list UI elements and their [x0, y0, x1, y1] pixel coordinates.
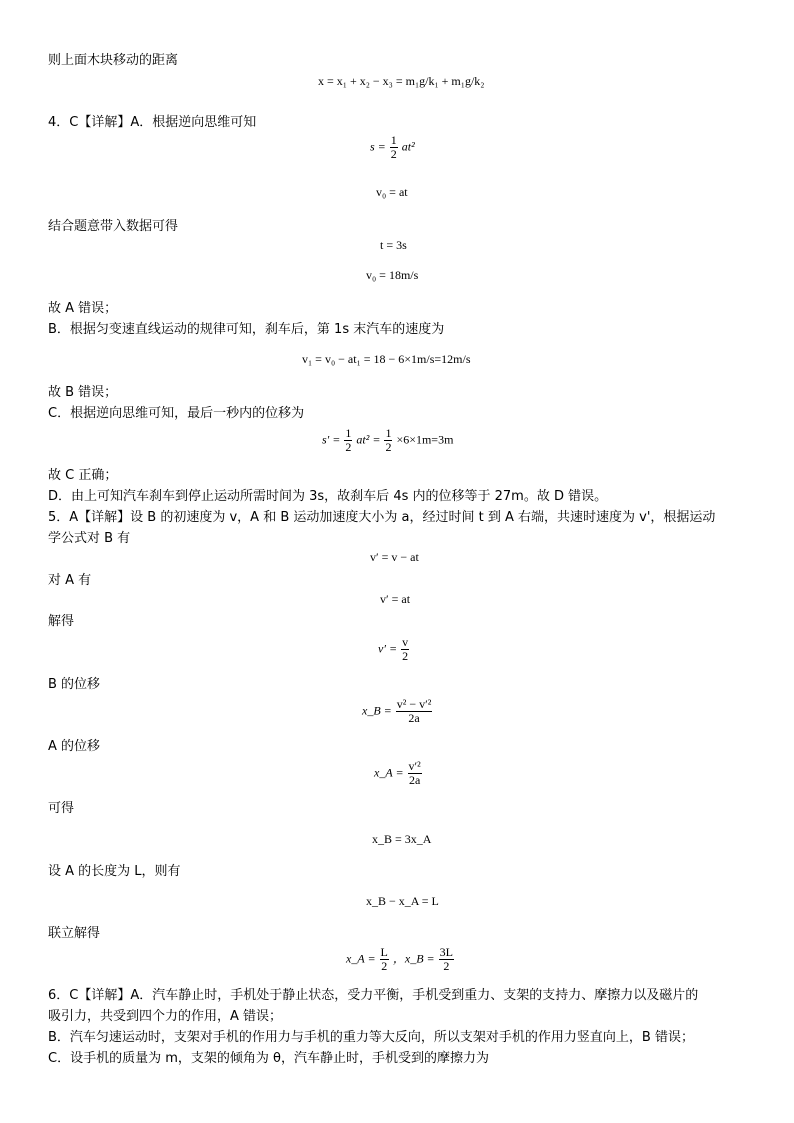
equation-vprime-A: v′ = at — [380, 592, 411, 606]
text-line: 故 C 正确； — [48, 468, 118, 483]
text-line: D．由上可知汽车刹车到停止运动所需时间为 3s，故刹车后 4s 内的位移等于 27m。故 D 错误。 — [48, 489, 608, 504]
equation-xA: x_A = $\frac{\text{v′²}}{2a}$ — [374, 759, 421, 787]
equation-vprime-result: v′ = $\frac{v}{2}$ — [378, 635, 409, 663]
equation-v0: v₀ = at — [376, 185, 408, 199]
text-line: B．汽车匀速运动时，支架对手机的作用力与手机的重力等大反向，所以支架对手机的作用力竖直向上，B 错误； — [48, 1030, 694, 1045]
text-line: 故 B 错误； — [48, 385, 118, 400]
text-line: 联立解得 — [48, 926, 101, 941]
text-line: 故 A 错误； — [48, 301, 118, 316]
eq-lhs: s = — [370, 139, 386, 154]
text-line: 设 A 的长度为 L，则有 — [48, 864, 181, 879]
question-6-heading: 6．C【详解】A．汽车静止时，手机处于静止状态，受力平衡，手机受到重力、支架的支持力、摩擦力以及磁片的 — [48, 988, 699, 1003]
equation-s-prime: s′ = $\frac{1}{2}$ at² = $\frac{1}{2}$ ×6×1m=3m — [322, 426, 454, 454]
equation-xB: x_B = $\frac{\text{v² − v′²}}{2a}$ — [362, 697, 432, 725]
text-line: 则上面木块移动的距离 — [48, 53, 179, 68]
fraction: $\frac{1}{2}$ — [390, 133, 397, 161]
equation-s — [370, 134, 415, 161]
text-line: C．根据逆向思维可知，最后一秒内的位移为 — [48, 406, 305, 421]
text-line: 吸引力，共受到四个力的作用，A 错误； — [48, 1009, 283, 1024]
eq-rhs: at² — [401, 139, 415, 154]
equation-final: x_A = $\frac{L}{2}$ ，x_B = $\frac{3L}{2}$ — [346, 945, 453, 973]
equation-displacement: x = x₁ + x₂ − x₃ = m₁g/k₁ + m₁g/k₂ — [318, 74, 485, 88]
question-4-heading: 4．C【详解】A．根据逆向思维可知 — [48, 115, 257, 130]
equation-v1: v₁ = v₀ − at₁ = 18 − 6×1m/s=12m/s — [302, 352, 471, 366]
equation-vprime-B: v′ = v − at — [370, 550, 419, 564]
equation-t: t = 3s — [380, 238, 407, 252]
text-line: 结合题意带入数据可得 — [48, 219, 179, 234]
text-line: 对 A 有 — [48, 573, 92, 588]
question-5-heading: 5．A【详解】设 B 的初速度为 v，A 和 B 运动加速度大小为 a，经过时间 t 到 A 右端，共速时速度为 v'，根据运动 — [48, 510, 716, 525]
text-line: B．根据匀变速直线运动的规律可知，刹车后，第 1s 末汽车的速度为 — [48, 322, 445, 337]
equation-length: x_B − x_A = L — [366, 894, 439, 908]
text-line: 解得 — [48, 614, 75, 629]
text-line: B 的位移 — [48, 677, 101, 692]
text-line: 学公式对 B 有 — [48, 531, 131, 546]
equation-v0-value: v₀ = 18m/s — [366, 268, 419, 282]
equation-xB-3xA: x_B = 3x_A — [372, 832, 432, 846]
text-line: C．设手机的质量为 m，支架的倾角为 θ，汽车静止时，手机受到的摩擦力为 — [48, 1051, 489, 1066]
text-line: 可得 — [48, 801, 75, 816]
text-line: A 的位移 — [48, 739, 101, 754]
